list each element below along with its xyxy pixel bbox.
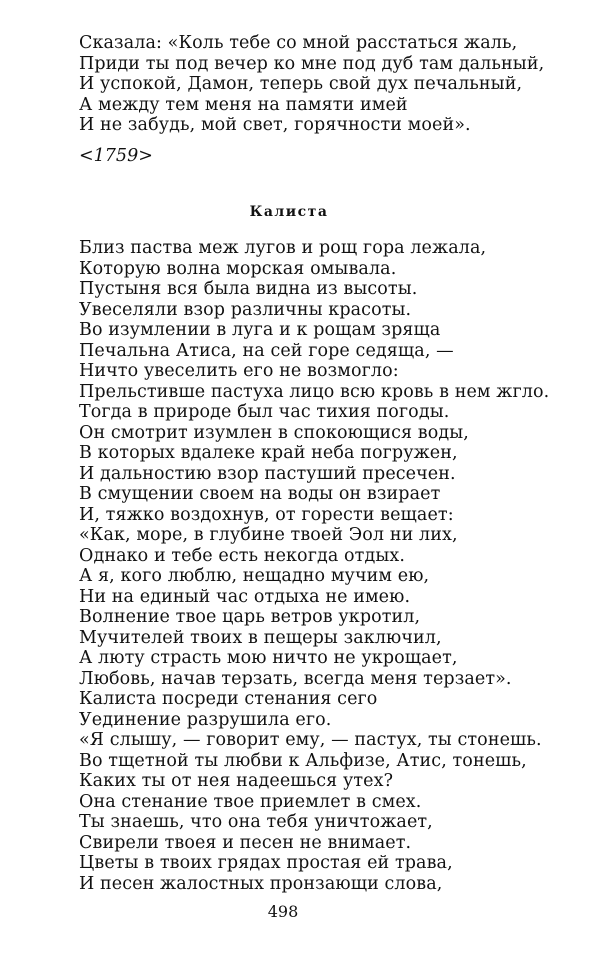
poem-line: Любовь, начав терзать, всегда меня терзает». — [79, 668, 512, 689]
poem-line: Увеселяли взор различны красоты. — [79, 299, 412, 320]
poem-line: В смущении своем на воды он взирает — [79, 484, 441, 504]
poem-body — [79, 238, 579, 894]
poem-line: И не забудь, мой свет, горячности моей». — [79, 115, 471, 135]
poem-line: Уединение разрушила его. — [79, 709, 332, 730]
poem-line: «Я слышу, — говорит ему, — пастух, ты стонешь. — [79, 730, 542, 750]
poem-line: Тогда в природе был час тихия погоды. — [79, 402, 450, 422]
poem-line: Цветы в твоих грядах простая ей трава, — [79, 853, 453, 873]
poem-line: И дальностию взор пастуший пресечен. — [79, 463, 456, 484]
poem-line: Она стенание твое приемлет в смех. — [79, 791, 422, 812]
poem-line: Печальна Атиса, на сей горе седяща, — — [79, 340, 454, 361]
poem-date: <1759> — [79, 146, 153, 166]
poem-line: В которых вдалеке край неба погружен, — [79, 443, 458, 463]
poem-line: Ничто увеселить его не возмогло: — [79, 361, 399, 381]
poem-line: Каких ты от нея надеешься утех? — [79, 771, 394, 791]
poem-line: Во изумлении в луга и к рощам зряща — [79, 320, 441, 340]
poem-line: Приди ты под вечер ко мне под дуб там дальный, — [79, 53, 545, 74]
poem-line: Свирели твоея и песен не внимает. — [79, 832, 412, 853]
poem-line: Пустыня вся была видна из высоты. — [79, 279, 418, 299]
poem-line: И успокой, Дамон, теперь свой дух печальный, — [79, 74, 523, 94]
poem-line: Сказала: «Коль тебе со мной расстаться жаль, — [79, 33, 518, 53]
poem-line: Он смотрит изумлен в спокоющися воды, — [79, 422, 469, 443]
poem-line: И, тяжко воздохнув, от горести вещает: — [79, 504, 454, 525]
poem-line: Мучителей твоих в пещеры заключил, — [79, 627, 442, 648]
poem-line: Ты знаешь, что она тебя уничтожает, — [79, 812, 433, 832]
poem-line: А между тем меня на памяти имей — [79, 94, 408, 115]
poem-line: Во тщетной ты любви к Альфизе, Атис, тонешь, — [79, 750, 527, 771]
poem-title: Калиста — [249, 204, 329, 220]
poem-line: А я, кого люблю, нещадно мучим ею, — [79, 566, 430, 586]
poem-line: Волнение твое царь ветров укротил, — [79, 607, 421, 627]
poem-line: Однако и тебе есть некогда отдых. — [79, 545, 405, 566]
poem-line: «Как, море, в глубине твоей Эол ни лих, — [79, 525, 458, 545]
poem-line: Близ паства меж лугов и рощ гора лежала, — [79, 238, 487, 258]
intro-stanza — [79, 33, 579, 136]
poem-line: Прельстивше пастуха лицо всю кровь в нем жгло. — [79, 381, 550, 402]
poem-line: Ни на единый час отдыха не имею. — [79, 586, 411, 607]
poem-line: И песен жалостных пронзающи слова, — [79, 873, 443, 894]
page-number: 498 — [267, 902, 299, 921]
poem-line: Калиста посреди стенания сего — [79, 689, 378, 709]
poem-line: Которую волна морская омывала. — [79, 258, 397, 279]
poem-line: А люту страсть мою ничто не укрощает, — [79, 648, 458, 668]
